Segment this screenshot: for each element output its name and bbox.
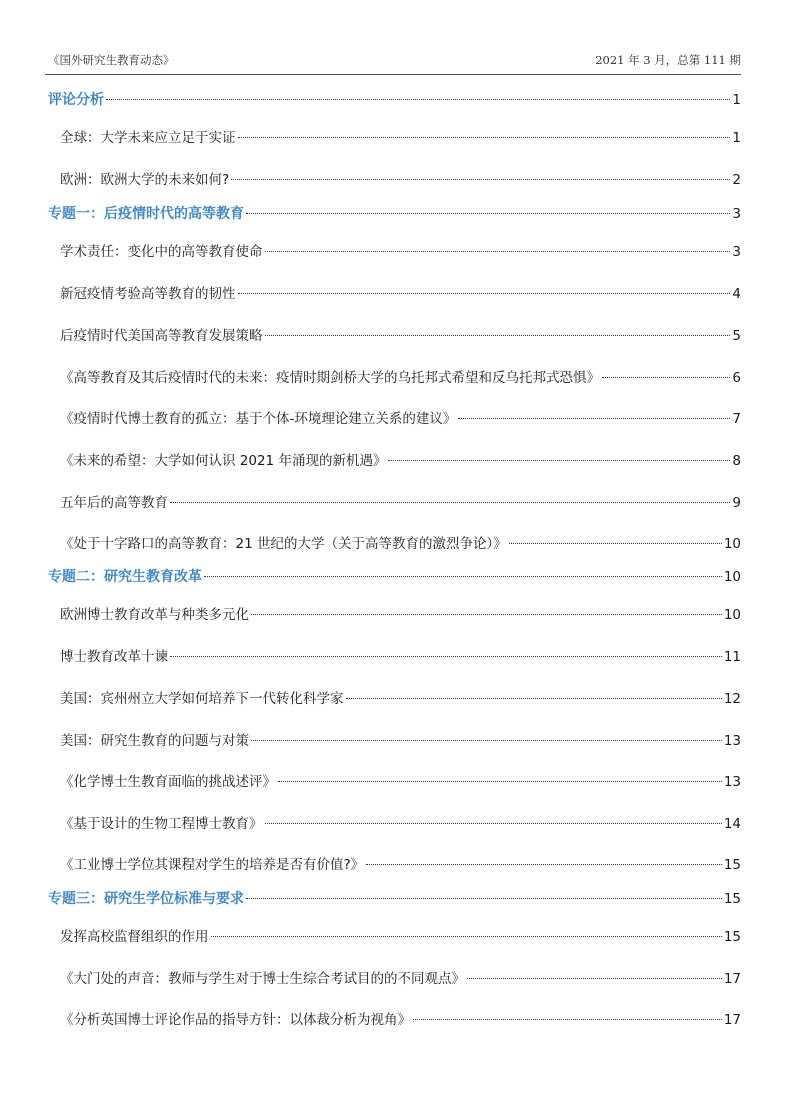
toc-dot-leader xyxy=(467,978,722,979)
toc-dot-leader xyxy=(265,335,731,336)
toc-entry-title: 美国：研究生教育的问题与对策 xyxy=(60,733,249,749)
header-divider xyxy=(45,74,741,75)
toc-entry[interactable] xyxy=(60,730,741,752)
toc-page-number: 3 xyxy=(732,206,741,222)
toc-dot-leader xyxy=(170,502,730,503)
toc-page-number: 12 xyxy=(723,691,741,707)
toc-page-number: 4 xyxy=(732,286,741,302)
toc-page-number: 13 xyxy=(723,774,741,790)
toc-page-number: 2 xyxy=(732,172,741,188)
toc-dot-leader xyxy=(231,179,730,180)
toc-page-number: 8 xyxy=(732,453,741,469)
toc-entry[interactable] xyxy=(60,367,741,389)
toc-page-number: 15 xyxy=(723,891,741,907)
toc-entry[interactable] xyxy=(60,450,741,472)
toc-dot-leader xyxy=(265,251,731,252)
toc-entry-title: 后疫情时代美国高等教育发展策略 xyxy=(60,328,263,344)
toc-section-entry[interactable] xyxy=(48,888,741,910)
toc-dot-leader xyxy=(251,740,722,741)
toc-entry-title: 欧洲：欧洲大学的未来如何? xyxy=(60,172,230,188)
toc-entry-title: 欧洲博士教育改革与种类多元化 xyxy=(60,607,249,623)
toc-entry-title: 《工业博士学位其课程对学生的培养是否有价值?》 xyxy=(60,857,365,873)
toc-dot-leader xyxy=(366,864,722,865)
toc-entry-title: 五年后的高等教育 xyxy=(60,495,168,511)
toc-entry[interactable] xyxy=(60,926,741,948)
toc-page-number: 9 xyxy=(732,495,741,511)
toc-page-number: 1 xyxy=(732,130,741,146)
toc-page-number: 10 xyxy=(723,536,741,552)
toc-page-number: 10 xyxy=(723,569,741,585)
toc-page-number: 1 xyxy=(732,92,741,108)
toc-entry-title: 《化学博士生教育面临的挑战述评》 xyxy=(60,774,276,790)
toc-entry-title: 《疫情时代博士教育的孤立：基于个体-环境理论建立关系的建议》 xyxy=(60,411,457,427)
toc-entry[interactable] xyxy=(60,771,741,793)
toc-dot-leader xyxy=(170,656,722,657)
toc-section-entry[interactable] xyxy=(48,89,741,111)
toc-entry[interactable] xyxy=(60,968,741,990)
issue-info: 2021 年 3 月，总第 111 期 xyxy=(595,53,741,67)
toc-entry[interactable] xyxy=(60,533,741,555)
page-header xyxy=(48,52,741,72)
toc-dot-leader xyxy=(346,698,722,699)
toc-entry[interactable] xyxy=(60,408,741,430)
toc-entry[interactable] xyxy=(60,169,741,191)
toc-dot-leader xyxy=(246,213,730,214)
toc-page-number: 11 xyxy=(723,649,741,665)
toc-dot-leader xyxy=(388,460,730,461)
toc-entry[interactable] xyxy=(60,604,741,626)
toc-page-number: 15 xyxy=(723,929,741,945)
toc-page-number: 14 xyxy=(723,816,741,832)
toc-dot-leader xyxy=(602,377,730,378)
toc-entry[interactable] xyxy=(60,646,741,668)
toc-entry-title: 专题三：研究生学位标准与要求 xyxy=(48,891,244,907)
toc-page-number: 7 xyxy=(732,411,741,427)
toc-dot-leader xyxy=(238,137,731,138)
toc-dot-leader xyxy=(246,898,722,899)
toc-entry-title: 发挥高校监督组织的作用 xyxy=(60,929,209,945)
toc-entry-title: 专题一：后疫情时代的高等教育 xyxy=(48,206,244,222)
toc-entry-title: 博士教育改革十谏 xyxy=(60,649,168,665)
toc-entry-title: 学术责任：变化中的高等教育使命 xyxy=(60,244,263,260)
toc-page-number: 17 xyxy=(723,1012,741,1028)
toc-dot-leader xyxy=(106,99,730,100)
toc-entry-title: 专题二：研究生教育改革 xyxy=(48,569,202,585)
toc-entry[interactable] xyxy=(60,688,741,710)
toc-entry-title: 全球：大学未来应立足于实证 xyxy=(60,130,236,146)
toc-entry-title: 《高等教育及其后疫情时代的未来：疫情时期剑桥大学的乌托邦式希望和反乌托邦式恐惧》 xyxy=(60,370,600,386)
toc-dot-leader xyxy=(238,293,731,294)
toc-entry[interactable] xyxy=(60,127,741,149)
toc-dot-leader xyxy=(278,781,722,782)
toc-entry[interactable] xyxy=(60,241,741,263)
journal-name: 《国外研究生教育动态》 xyxy=(48,53,175,67)
toc-dot-leader xyxy=(251,614,722,615)
toc-entry[interactable] xyxy=(60,325,741,347)
toc-entry-title: 《大门处的声音：教师与学生对于博士生综合考试目的的不同观点》 xyxy=(60,971,465,987)
toc-entry-title: 评论分析 xyxy=(48,92,104,108)
toc-entry[interactable] xyxy=(60,854,741,876)
toc-entry[interactable] xyxy=(60,283,741,305)
toc-entry-title: 《处于十字路口的高等教育：21 世纪的大学（关于高等教育的激烈争论）》 xyxy=(60,536,507,552)
toc-entry-title: 《基于设计的生物工程博士教育》 xyxy=(60,816,263,832)
toc-entry[interactable] xyxy=(60,1009,741,1031)
toc-entry-title: 新冠疫情考验高等教育的韧性 xyxy=(60,286,236,302)
toc-entry-title: 《分析英国博士评论作品的指导方针：以体裁分析为视角》 xyxy=(60,1012,411,1028)
toc-dot-leader xyxy=(458,418,730,419)
toc-dot-leader xyxy=(211,936,722,937)
toc-entry[interactable] xyxy=(60,492,741,514)
toc-dot-leader xyxy=(413,1019,722,1020)
toc-section-entry[interactable] xyxy=(48,203,741,225)
toc-dot-leader xyxy=(265,823,722,824)
toc-entry[interactable] xyxy=(60,813,741,835)
toc-page-number: 3 xyxy=(732,244,741,260)
toc-entry-title: 《未来的希望：大学如何认识 2021 年涌现的新机遇》 xyxy=(60,453,387,469)
toc-section-entry[interactable] xyxy=(48,566,741,588)
toc-page-number: 5 xyxy=(732,328,741,344)
toc-page-number: 15 xyxy=(723,857,741,873)
toc-page-number: 13 xyxy=(723,733,741,749)
toc-page-number: 6 xyxy=(732,370,741,386)
toc-page-number: 17 xyxy=(723,971,741,987)
toc-entry-title: 美国：宾州州立大学如何培养下一代转化科学家 xyxy=(60,691,344,707)
toc-page-number: 10 xyxy=(723,607,741,623)
toc-dot-leader xyxy=(509,543,722,544)
toc-dot-leader xyxy=(204,576,722,577)
